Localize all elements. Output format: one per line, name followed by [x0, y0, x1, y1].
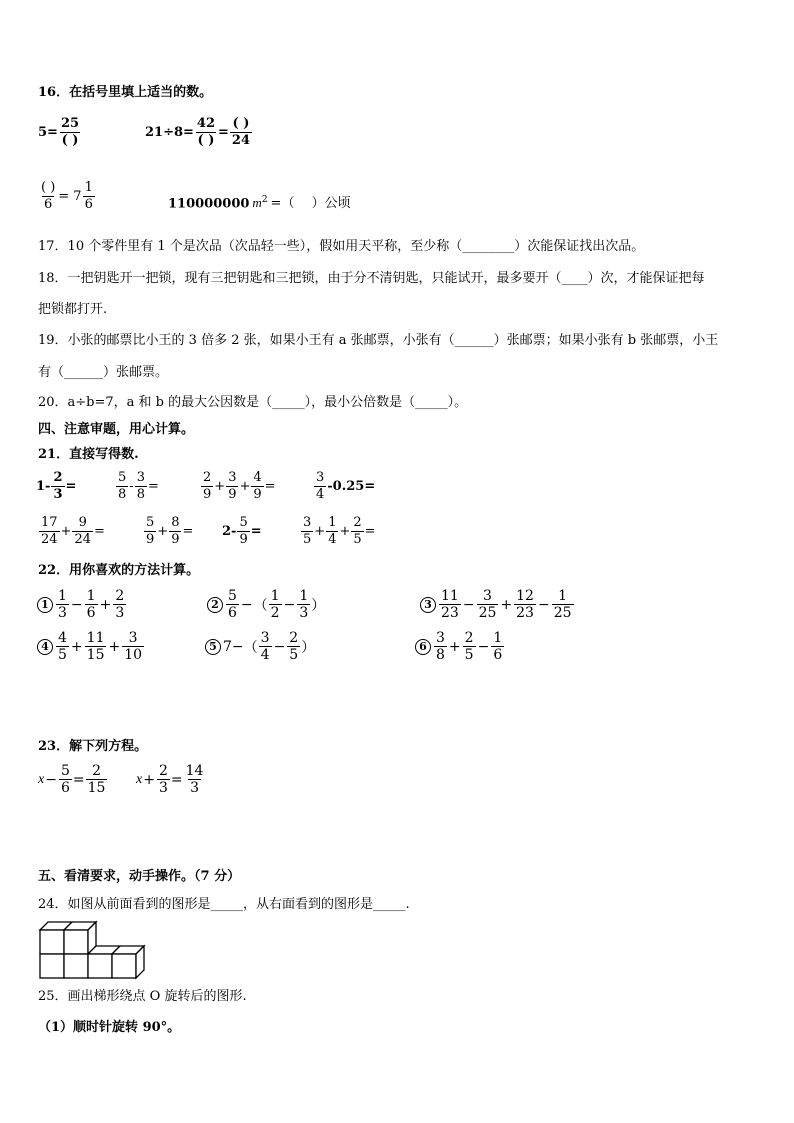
numerator: 1 [84, 180, 93, 195]
denominator: 10 [124, 647, 143, 663]
q16-eq1 [38, 116, 82, 149]
numerator: 3 [260, 630, 270, 646]
cube-front-face [64, 954, 88, 978]
fraction [56, 588, 69, 621]
q21-r1c2 [115, 470, 159, 503]
denominator: 9 [171, 532, 180, 547]
fraction [113, 588, 126, 621]
numerator: 2 [203, 470, 212, 485]
section-5-heading: 五、看清要求，动手操作。（7 分） [38, 869, 241, 884]
numerator: 42 [196, 116, 216, 131]
denominator: 2 [270, 605, 280, 621]
q16-eq2 [145, 116, 253, 149]
term: -0.25= [327, 479, 376, 494]
operator: + [60, 524, 72, 539]
denominator: 15 [86, 647, 105, 663]
denominator: 8 [436, 647, 445, 663]
denominator: 6 [60, 780, 70, 796]
numerator: 17 [41, 515, 58, 530]
q16-eq4-sup: 2 [261, 195, 268, 205]
denominator: 24 [74, 532, 91, 547]
fraction [85, 630, 107, 663]
equals: = [250, 524, 262, 539]
fraction [326, 515, 338, 548]
numerator: 2 [353, 515, 362, 530]
q18-line1: 18．一把钥匙开一把锁，现有三把钥匙和三把锁，由于分不清钥匙，只能试开，最多要开（____）次，才能保证把每 [38, 271, 705, 286]
q22-expr6 [415, 630, 505, 663]
denominator: 23 [441, 605, 459, 621]
q21-r2c3 [222, 515, 262, 548]
fraction [201, 470, 213, 503]
operator: − [70, 596, 83, 613]
numerator: 12 [516, 588, 534, 604]
numerator: 2 [158, 763, 168, 779]
q22-expr3 [420, 588, 575, 621]
q16-eq1-lhs: 5= [38, 125, 58, 140]
q16-eq2-frac1 [195, 116, 217, 149]
circled-number: 2 [207, 597, 223, 613]
numerator: 1 [58, 588, 67, 604]
fraction [514, 588, 536, 621]
denominator: 9 [146, 532, 155, 547]
numerator: 5 [118, 470, 127, 485]
numerator: 9 [78, 515, 87, 530]
denominator: 8 [118, 487, 127, 502]
q16-eq2-frac2 [230, 116, 252, 149]
circled-number: 4 [37, 639, 53, 655]
denominator: 23 [516, 605, 534, 621]
operator: − [283, 596, 296, 613]
paren: （ [243, 639, 258, 656]
fraction [144, 515, 156, 548]
fraction [439, 588, 461, 621]
operator: + [239, 479, 251, 494]
equals: = [94, 524, 105, 539]
numerator: 8 [171, 515, 180, 530]
q20: 20．a÷b=7，a 和 b 的最大公因数是（_____），最小公倍数是（_____）。 [38, 395, 468, 410]
operator: − [45, 771, 57, 788]
fraction [297, 588, 310, 621]
equals: = [72, 771, 85, 788]
equals: = [170, 771, 183, 788]
q16-eq4-unit: m [252, 195, 262, 211]
denominator: 5 [58, 647, 67, 663]
numerator: 5 [146, 515, 155, 530]
denominator: 3 [58, 605, 67, 621]
numerator: 11 [86, 630, 105, 646]
q21-r1c4 [313, 470, 375, 503]
term: 1- [36, 479, 51, 494]
fraction [72, 515, 93, 548]
q16-eq3 [38, 180, 96, 213]
denominator: 9 [228, 487, 237, 502]
numerator: 11 [441, 588, 459, 604]
q16-eq3-frac [39, 180, 57, 213]
cube-front-face [64, 930, 88, 954]
denominator: 3 [158, 780, 168, 796]
fraction [287, 630, 300, 663]
fraction [237, 515, 249, 548]
numerator: 1 [299, 588, 309, 604]
fraction [463, 630, 476, 663]
q22-expr5 [205, 630, 315, 663]
denominator: 6 [493, 647, 503, 663]
numerator: ( ) [41, 180, 56, 195]
numerator: 25 [60, 116, 80, 131]
q16-eq4-value: 110000000 [168, 196, 250, 212]
denominator: 5 [303, 532, 312, 547]
numerator: 1 [558, 588, 568, 604]
denominator: 5 [353, 532, 362, 547]
denominator: 6 [86, 605, 96, 621]
denominator: 24 [41, 532, 58, 547]
denominator: 3 [299, 605, 309, 621]
q23-title: 23．解下列方程。 [38, 739, 148, 754]
variable-x: x [38, 771, 45, 787]
denominator: 3 [53, 487, 63, 502]
denominator: 4 [260, 647, 270, 663]
term: 2- [222, 524, 237, 539]
term: 7− [223, 638, 244, 655]
numerator: 2 [53, 470, 63, 485]
operator: + [214, 479, 226, 494]
fraction [314, 470, 326, 503]
numerator: 5 [228, 588, 237, 604]
fraction [251, 470, 263, 503]
operator: − [477, 638, 490, 655]
q19-line1: 19．小张的邮票比小王的 3 倍多 2 张，如果小王有 a 张邮票，小张有（______）张邮票；如果小张有 b 张邮票，小王 [38, 333, 719, 348]
fraction [86, 763, 108, 796]
operator: + [339, 524, 351, 539]
q21-r1c3 [200, 470, 276, 503]
fraction [226, 588, 239, 621]
q16-eq1-frac [59, 116, 81, 149]
cube-front-face [88, 954, 112, 978]
operator: + [99, 596, 112, 613]
equals: = [264, 479, 276, 494]
denominator: 15 [87, 780, 106, 796]
numerator: 3 [228, 470, 237, 485]
fraction [477, 588, 499, 621]
fraction [184, 763, 206, 796]
operator: − [240, 596, 253, 613]
denominator: ( ) [61, 133, 79, 148]
fraction [434, 630, 447, 663]
fraction [157, 763, 170, 796]
q21-r2c1 [38, 515, 105, 548]
paren: ） [311, 597, 326, 614]
denominator: 6 [228, 605, 237, 621]
q21-title: 21．直接写得数. [38, 447, 139, 462]
numerator: 2 [289, 630, 299, 646]
q16-eq4 [168, 191, 351, 213]
numerator: 1 [493, 630, 503, 646]
numerator: 3 [303, 515, 312, 530]
operator: − [273, 638, 286, 655]
denominator: 9 [239, 532, 248, 547]
equals: = [218, 125, 229, 140]
numerator: 1 [270, 588, 280, 604]
operator: + [157, 524, 169, 539]
numerator: 3 [483, 588, 492, 604]
circled-number: 6 [415, 639, 431, 655]
fraction [122, 630, 144, 663]
denominator: 24 [231, 133, 251, 148]
denominator: 25 [553, 605, 572, 621]
cube-front-face [40, 930, 64, 954]
variable-x: x [136, 771, 143, 787]
numerator: 14 [185, 763, 204, 779]
q25-part1: （1）顺时针旋转 90°。 [38, 1020, 181, 1035]
fraction [226, 470, 238, 503]
numerator: 5 [239, 515, 248, 530]
operator: + [143, 771, 155, 788]
operator: + [500, 596, 513, 613]
operator: + [70, 638, 83, 655]
fraction [56, 630, 69, 663]
fraction [301, 515, 313, 548]
q22-expr1 [37, 588, 127, 621]
denominator: 9 [203, 487, 212, 502]
denominator: 4 [316, 487, 325, 502]
q16-eq4-rest: =（ ）公顷 [270, 196, 351, 212]
fraction [85, 588, 98, 621]
fraction [169, 515, 181, 548]
numerator: 3 [316, 470, 325, 485]
denominator: 6 [44, 197, 53, 212]
denominator: 4 [328, 532, 337, 547]
fraction [351, 515, 363, 548]
numerator: 2 [464, 630, 474, 646]
operator: + [314, 524, 326, 539]
q22-title: 22．用你喜欢的方法计算。 [38, 563, 200, 578]
equals: = [364, 524, 376, 539]
fraction [269, 588, 282, 621]
equals: = 7 [58, 189, 82, 204]
q21-r2c4 [300, 515, 376, 548]
fraction [259, 630, 272, 663]
denominator: 8 [136, 487, 145, 502]
denominator: 6 [84, 197, 93, 212]
cube-stack-figure [38, 920, 150, 982]
cube-front-face [112, 954, 136, 978]
q21-r1c1 [36, 470, 76, 503]
numerator: 1 [328, 515, 337, 530]
operator: − [537, 596, 550, 613]
numerator: 4 [58, 630, 67, 646]
q16-eq2-lhs: 21÷8= [145, 125, 194, 140]
numerator: 3 [136, 470, 145, 485]
fraction [51, 470, 64, 503]
operator: - [129, 479, 134, 494]
circled-number: 3 [420, 597, 436, 613]
numerator: 3 [128, 630, 138, 646]
numerator: 4 [253, 470, 262, 485]
fraction [39, 515, 60, 548]
denominator: ( ) [197, 133, 215, 148]
q23-eq1 [38, 763, 108, 796]
fraction [491, 630, 504, 663]
q21-r2c2 [143, 515, 193, 548]
q16-eq3-mixed [83, 180, 95, 213]
q19-line2: 有（______）张邮票。 [38, 365, 169, 380]
q22-expr4 [37, 630, 145, 663]
fraction [116, 470, 128, 503]
numerator: 5 [60, 763, 70, 779]
denominator: 9 [253, 487, 262, 502]
fraction [59, 763, 72, 796]
q23-eq2 [136, 763, 206, 796]
paren: （ [253, 597, 268, 614]
q17: 17．10 个零件里有 1 个是次品（次品轻一些），假如用天平称，至少称（________）次能保证找出次品。 [38, 239, 645, 254]
circled-number: 5 [205, 639, 221, 655]
equals: = [65, 479, 77, 494]
q24: 24．如图从前面看到的图形是_____，从右面看到的图形是_____. [38, 897, 410, 912]
operator: + [448, 638, 461, 655]
fraction [135, 470, 147, 503]
denominator: 5 [289, 647, 299, 663]
numerator: 2 [115, 588, 125, 604]
denominator: 5 [464, 647, 474, 663]
numerator: ( ) [232, 116, 250, 131]
numerator: 2 [92, 763, 101, 779]
q16-title: 16．在括号里填上适当的数。 [38, 85, 213, 100]
fraction [552, 588, 574, 621]
q22-expr2 [207, 588, 325, 621]
denominator: 25 [478, 605, 497, 621]
equals: = [147, 479, 159, 494]
q25: 25．画出梯形绕点 O 旋转后的图形. [38, 989, 247, 1004]
operator: − [462, 596, 475, 613]
q18-line2: 把锁都打开. [38, 302, 108, 317]
cube-front-face [40, 954, 64, 978]
circled-number: 1 [37, 597, 53, 613]
section-4-heading: 四、注意审题，用心计算。 [38, 422, 195, 437]
equals: = [182, 524, 194, 539]
denominator: 3 [115, 605, 125, 621]
denominator: 3 [190, 780, 199, 796]
operator: + [108, 638, 121, 655]
numerator: 1 [86, 588, 96, 604]
paren: ） [301, 639, 316, 656]
numerator: 3 [436, 630, 445, 646]
